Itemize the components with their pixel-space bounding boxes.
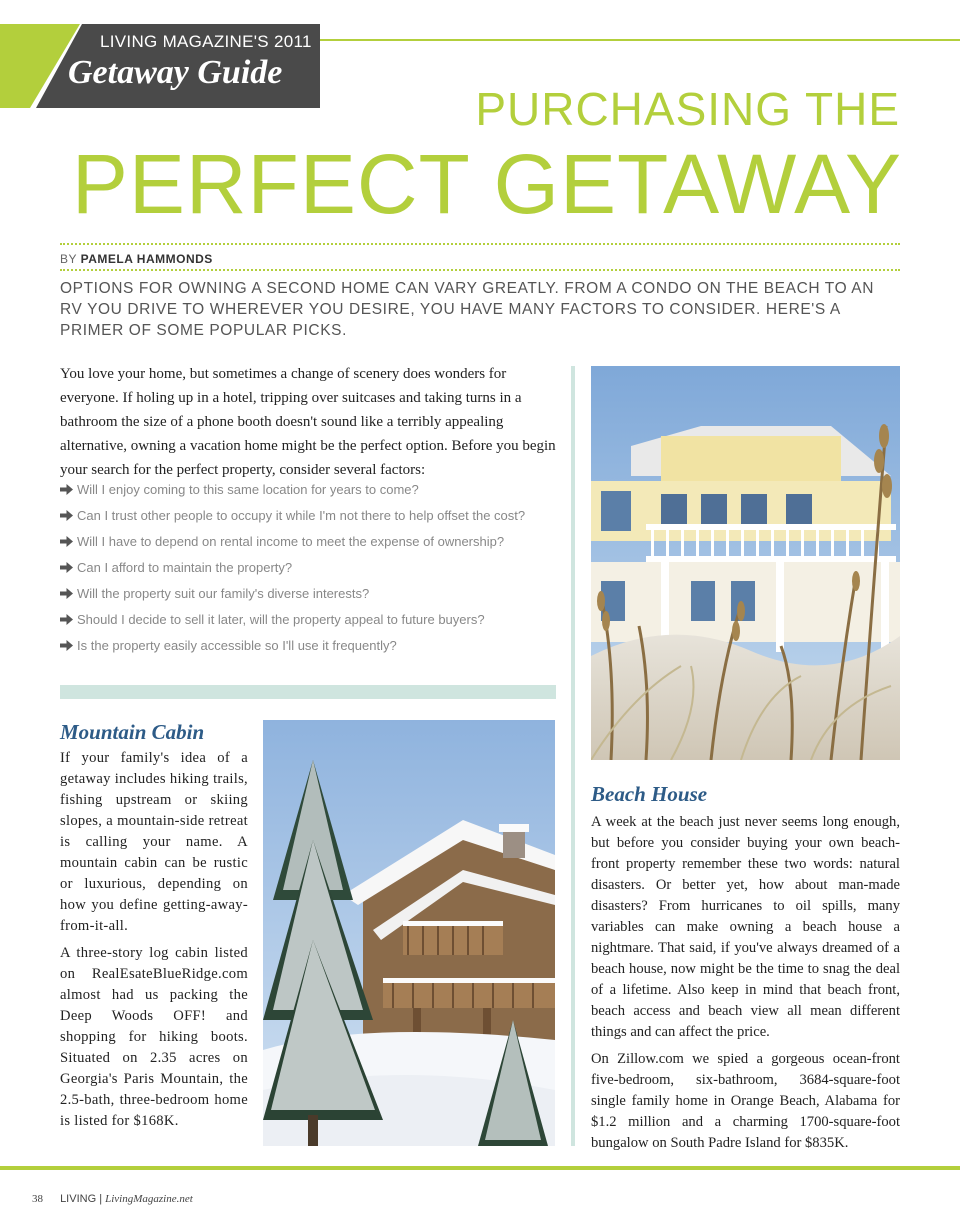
beach-house-paragraph-1: A week at the beach just never seems long enough, but before you consider buying your own beach-front property remember these two words: natural disasters. Or better yet, how about man-made disasters? From hurricanes to oil spills, many variables can make owning a beach house a nightmare. That said, if you've always dreamed of a beach house, now might be the time to snag the deal of a lifetime. Also keep in mind that beach front, beach access and beach view all mean different things and can affect the price.	[591, 814, 900, 1040]
byline-prefix: BY	[60, 252, 77, 266]
factor-list-item-text: Can I afford to maintain the property?	[77, 560, 293, 575]
factor-list-item-text: Is the property easily accessible so I'll use it frequently?	[77, 638, 397, 653]
mountain-cabin-body	[60, 748, 248, 1138]
factor-list-item-text: Will the property suit our family's diverse interests?	[77, 586, 370, 601]
guide-banner	[0, 24, 320, 108]
header-rule	[320, 39, 960, 41]
factor-list-item	[60, 558, 560, 577]
factor-list-item	[60, 532, 560, 551]
mountain-cabin-paragraph-2: A three-story log cabin listed on RealEsateBlueRidge.com almost had us packing the Deep Woods OFF! and shopping for hiking boots. Situated on 2.35 acres on Georgia's Paris Mountain, the 2.5-bath, three-bedroom home is listed for $168K.	[60, 945, 248, 1129]
factor-list-item	[60, 584, 560, 603]
arrow-right-icon	[60, 536, 73, 547]
mountain-cabin-heading: Mountain Cabin	[60, 720, 205, 744]
arrow-right-icon	[60, 484, 73, 495]
mountain-cabin-paragraph-1: If your family's idea of a getaway includes hiking trails, fishing upstream or skiing slopes, a mountain-side retreat is calling your name. A mountain cabin can be rustic or luxurious, depending on how you define getting-away-from-it-all.	[60, 750, 248, 934]
footer-rule	[0, 1166, 960, 1170]
page-number: 38	[32, 1193, 43, 1205]
factor-list-item	[60, 506, 560, 525]
factor-list-item-text: Can I trust other people to occupy it while I'm not there to help offset the cost?	[77, 508, 526, 523]
factor-list-item	[60, 610, 560, 629]
byline-author: PAMELA HAMMONDS	[80, 252, 213, 266]
beach-house-heading: Beach House	[591, 782, 708, 806]
arrow-right-icon	[60, 614, 73, 625]
mountain-cabin-illustration	[263, 720, 555, 1146]
banner-guide-title: Getaway Guide	[68, 54, 283, 91]
dotted-rule-bottom	[60, 269, 900, 271]
factor-list-item	[60, 480, 560, 499]
banner-kicker: LIVING MAGAZINE'S 2011	[100, 32, 312, 51]
footer-brand: LIVING	[60, 1193, 97, 1205]
byline	[60, 252, 213, 266]
dotted-rule-top	[60, 243, 900, 245]
footer-separator: |	[99, 1193, 103, 1205]
beach-house-illustration	[591, 366, 900, 760]
arrow-right-icon	[60, 562, 73, 573]
beach-house-body	[591, 812, 900, 1160]
beach-house-paragraph-2: On Zillow.com we spied a gorgeous ocean-front five-bedroom, six-bathroom, 3684-square-foot single family home in Orange Beach, Alabama for $1.2 million and a charming 1700-square-foot bungalow on South Padre Island for $835K.	[591, 1051, 900, 1151]
intro-paragraph: You love your home, but sometimes a change of scenery does wonders for everyone. If holing up in a hotel, tripping over suitcases and taking turns in a bathroom the size of a phone booth doesn't sound like a terribly appealing alternative, owning a vacation home might be the perfect option. Before you begin your search for the perfect property, consider several factors:	[60, 366, 556, 478]
page-footer	[32, 1193, 193, 1205]
factor-list-item-text: Will I enjoy coming to this same location for years to come?	[77, 482, 419, 497]
beach-house-photo	[591, 366, 900, 760]
arrow-right-icon	[60, 510, 73, 521]
factor-list	[60, 480, 560, 662]
footer-website: LivingMagazine.net	[105, 1193, 193, 1205]
deck-text: OPTIONS FOR OWNING A SECOND HOME CAN VARY GREATLY. FROM A CONDO ON THE BEACH TO AN RV YOU DRIVE TO WHEREVER YOU DESIRE, YOU HAVE MANY FACTORS TO CONSIDER. HERE'S A PRIMER OF SOME POPULAR PICKS.	[60, 280, 875, 339]
arrow-right-icon	[60, 588, 73, 599]
factor-list-item	[60, 636, 560, 655]
section-divider-bar	[60, 685, 556, 699]
title-line-2: PERFECT GETAWAY	[71, 137, 902, 231]
factor-list-item-text: Will I have to depend on rental income to meet the expense of ownership?	[77, 534, 505, 549]
factor-list-item-text: Should I decide to sell it later, will the property appeal to future buyers?	[77, 612, 485, 627]
title-line-1: PURCHASING THE	[475, 83, 900, 135]
mountain-cabin-photo	[263, 720, 555, 1146]
arrow-right-icon	[60, 640, 73, 651]
column-rule	[571, 366, 575, 1146]
